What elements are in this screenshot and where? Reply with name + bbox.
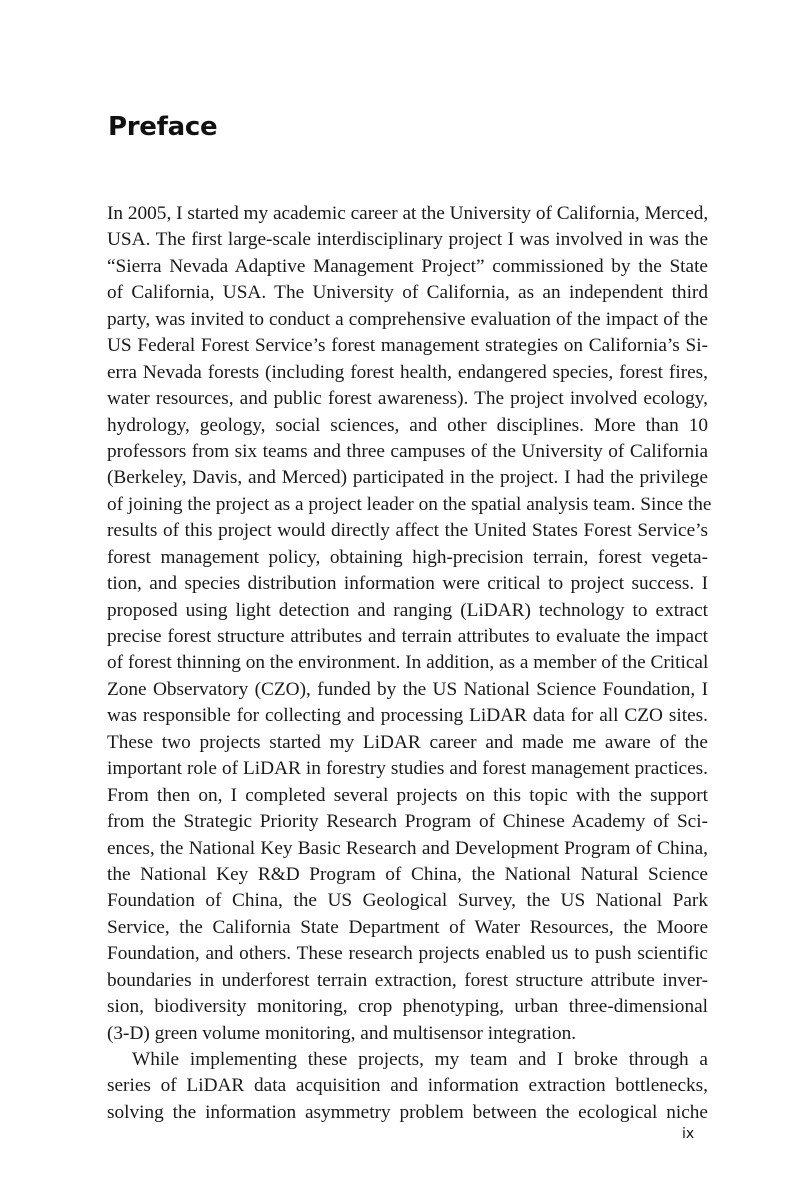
text-line: forest management policy, obtaining high-precision terrain, forest vegeta-	[107, 546, 708, 568]
text-line: In 2005, I started my academic career at the University of California, Merced,	[107, 203, 709, 224]
text-line: water resources, and public forest awareness). The project involved ecology,	[107, 388, 708, 410]
text-line: solving the information asymmetry problem between the ecological niche	[107, 1101, 708, 1123]
text-line: proposed using light detection and ranging (LiDAR) technology to extract	[107, 599, 708, 621]
text-line: Foundation of China, the US Geological Survey, the US National Park	[107, 890, 708, 912]
text-line: of California, USA. The University of California, as an independent third	[107, 282, 708, 304]
page-number: ix	[682, 1126, 695, 1142]
text-line: Service, the California State Department of Water Resources, the Moore	[107, 916, 708, 938]
text-line: “Sierra Nevada Adaptive Management Project” commissioned by the State	[107, 255, 708, 277]
paragraphs	[107, 201, 712, 1126]
text-line: of joining the project as a project leader on the spatial analysis team. Since the	[107, 493, 712, 515]
text-line: sion, biodiversity monitoring, crop phenotyping, urban three-dimensional	[107, 996, 708, 1018]
text-line: USA. The first large-scale interdisciplinary project I was involved in was the	[107, 229, 708, 251]
text-line: (Berkeley, Davis, and Merced) participated in the project. I had the privilege	[107, 467, 708, 489]
text-line: Zone Observatory (CZO), funded by the US National Science Foundation, I	[107, 678, 708, 700]
text-line: boundaries in underforest terrain extraction, forest structure attribute inver-	[107, 969, 708, 991]
text-line: ences, the National Key Basic Research and Development Program of China,	[107, 837, 708, 859]
text-line: results of this project would directly affect the United States Forest Service’s	[107, 520, 708, 542]
text-line: US Federal Forest Service’s forest management strategies on California’s Si-	[107, 335, 708, 357]
text-line: party, was invited to conduct a comprehensive evaluation of the impact of the	[107, 308, 708, 330]
text-line: These two projects started my LiDAR career and made me aware of the	[107, 731, 708, 753]
text-line: of forest thinning on the environment. In addition, as a member of the Critical	[107, 652, 709, 674]
text-line: hydrology, geology, social sciences, and other disciplines. More than 10	[107, 414, 708, 436]
text-line: from the Strategic Priority Research Program of Chinese Academy of Sci-	[107, 811, 708, 833]
text-line: While implementing these projects, my team and I broke through a	[132, 1049, 708, 1070]
paragraph	[107, 201, 712, 1047]
text-line: precise forest structure attributes and terrain attributes to evaluate the impact	[107, 626, 708, 647]
text-line: series of LiDAR data acquisition and information extraction bottlenecks,	[107, 1075, 708, 1097]
text-line: tion, and species distribution information were critical to project success. I	[107, 573, 708, 595]
text-line: Foundation, and others. These research projects enabled us to push scientific	[107, 943, 708, 965]
page-title: Preface	[108, 112, 218, 142]
text-line: important role of LiDAR in forestry studies and forest management practices.	[107, 758, 708, 780]
text-line: professors from six teams and three campuses of the University of California	[107, 440, 708, 462]
body-text	[107, 201, 712, 1126]
text-line: From then on, I completed several projects on this topic with the support	[107, 784, 708, 806]
text-line: (3-D) green volume monitoring, and multisensor integration.	[107, 1022, 577, 1044]
paragraph	[107, 1047, 708, 1126]
text-line: was responsible for collecting and processing LiDAR data for all CZO sites.	[107, 705, 708, 727]
text-line: erra Nevada forests (including forest health, endangered species, forest fires,	[107, 361, 708, 383]
text-line: the National Key R&D Program of China, the National Natural Science	[107, 863, 708, 885]
